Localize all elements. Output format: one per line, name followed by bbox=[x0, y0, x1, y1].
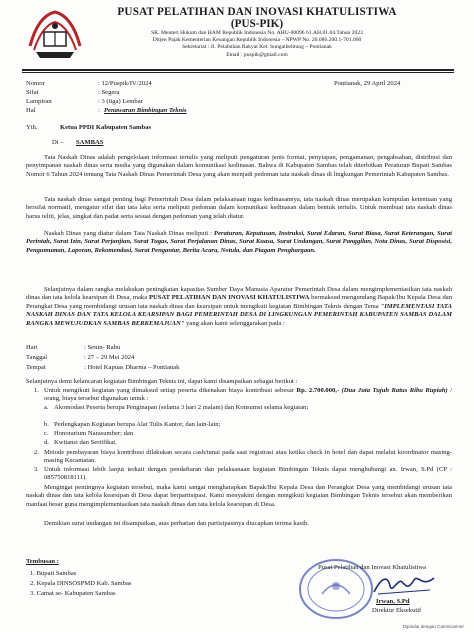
recipient-place: SAMBAS bbox=[76, 139, 104, 146]
sub-bullet-b: b. bbox=[44, 421, 49, 428]
closing-thanks: Demikian surat undangan ini disampaikan, atas perhatian dan partisipasinya diucapkan terima kasih. bbox=[44, 520, 309, 527]
tempat-value: : Hotel Kapuas Dharma – Pontianak bbox=[84, 364, 180, 371]
invitation-text-a: Selanjutnya dalam rangka melakukan peningkatan kapasitas Sumber Daya Manusia Aparatur Pemerintah Desa dalam mengimplementasikan tata naskah dinas dan tata kelola kearsipan di Desa, maka bbox=[26, 286, 452, 302]
fee-item-honorarium: Honorarium Narasumber; dan bbox=[54, 430, 134, 437]
fee-text-a: Untuk mengikuti kegiatan yang dimaksud setiap peserta dikenakan biaya kontribusi sebesar bbox=[44, 387, 297, 394]
recipient-name: Ketua PPDI Kabupaten Sambas bbox=[60, 124, 152, 131]
term-number-2: 2. bbox=[34, 449, 39, 456]
hari-value: : Senin- Rabu bbox=[84, 344, 121, 351]
email-address: Email : puspik@gmail.com bbox=[226, 51, 288, 58]
tempat-label: Tempat bbox=[26, 364, 46, 371]
term-contact: Untuk informasi lebih lanjut terkait dengan pendaftaran dan pelaksanaan kegiatan Bimbingan Teknis dapat menghubungi an. Irwan, S.Pd (CP : 085750818111). bbox=[44, 466, 452, 482]
sub-bullet-c: c. bbox=[44, 430, 49, 437]
letter-date: Pontianak, 29 April 2024 bbox=[334, 80, 401, 87]
fee-item-certificate: Kwitansi dan Sertifikat. bbox=[54, 439, 117, 446]
sifat-value: : Segera bbox=[98, 89, 120, 96]
invitation-organization: PUSAT PELATIHAN DAN INOVASI KHATULISTIWA bbox=[148, 294, 310, 302]
fee-amount: Rp. 2.700.000,- bbox=[296, 387, 340, 394]
document-types-intro: Naskah Dinas yang diatur dalam Tata Naskah Dinas meliputi : bbox=[44, 230, 215, 237]
hal-label: Hal bbox=[26, 107, 36, 114]
fee-item-accommodation: Akomodasi Peserta berupa Penginapan (selama 3 hari 2 malam) dan Konsumsi selama kegiatan; bbox=[54, 404, 309, 411]
term-fee bbox=[44, 387, 452, 404]
letterhead-rule bbox=[22, 69, 454, 71]
signature-organization: Pusat Pelatihan dan Inovasi Khatulistiwa bbox=[318, 564, 427, 571]
cc-item: 1. Bupati Sambas bbox=[30, 570, 77, 577]
subject: Penawaran Bimbingan Teknis bbox=[104, 107, 187, 114]
paragraph-importance: Tata naskah dinas sangat penting bagi Pemerintah Desa dalam pelaksanaan tugas kedinasannya, tata naskah dinas merupakan kumpulan ketentuan yang bersifat normatif, mengatur sifat dan tata laku serta meliputi pedoman dalam komunikasi kedinasan dalam bentuk tertulis. Untuk membuat tata naskah dinas harus teliti, jelas, singkat dan padat serta sesuai dengan pedoman yang telah diatur. bbox=[26, 196, 452, 220]
fee-text-b: / orang, biaya tersebut digunakan untuk : bbox=[44, 387, 452, 403]
term-number-3: 3. bbox=[34, 466, 39, 473]
fee-amount-words: (Dua Juta Tujuh Ratus Ribu Rupiah) bbox=[339, 387, 448, 394]
lampiran-label: Lampiran bbox=[26, 98, 52, 105]
signatory-name: Irwan, S.Pd bbox=[376, 598, 410, 605]
term-payment: Metode pembayaran biaya kontribusi dilakukan secara cash/tunai pada saat registrasi atau ketika check in hotel dan dapat melalui koordinator masing-masing Kecamatan. bbox=[44, 449, 452, 465]
training-theme: "IMPLEMENTASI TATA NASKAH DINAS DAN TATA KELOLA KEARSIPAN BAGI PEMERINTAH DESA DI LINGKUNGAN PEMERINTAH KABUPATEN SAMBAS DALAM RANGKA MEWUJUDKAN SAMBAS BERKEMAJUAN" bbox=[26, 302, 452, 327]
organization-abbreviation: (PUS-PIK) bbox=[230, 18, 284, 30]
di-label: Di – bbox=[52, 139, 64, 146]
legal-registration: SK. Menteri Hukum dan HAM Republik Indonesia No. AHU-00096 61.AH.01.04.Tahun 2023 bbox=[151, 30, 363, 36]
letterhead bbox=[92, 6, 422, 59]
paragraph-invitation bbox=[26, 286, 452, 328]
scanner-watermark: Dipindai dengan CamScanner bbox=[402, 624, 464, 629]
letterhead-rule-thin bbox=[22, 72, 454, 73]
signatory-title: Direktur Eksekutif bbox=[372, 607, 422, 614]
tax-registration: Ditjen Pajak Kementerian Keuangan Republik Indonesia – NPWP No. 20.086.200.1-701.000 bbox=[152, 37, 362, 44]
sub-bullet-a: a. bbox=[44, 404, 49, 411]
paragraph-definition: Tata Naskah Dinas adalah pengelolaan informasi tertulis yang meliputi pengaturan jenis format, penyiapan, pengamanan, pengabsahan, distribusi dan penyimpanan naskah dinas serta media yang digunakan dalam komunikasi kedinasan. Bahwa di Kabupaten Sambas telah diterbitkan Peraturan Bupati Sambas Nomor 6 Tahun 2024 tentang Tata Naskah Dinas Pemerintah Desa yang akan menjadi pedoman tata naskah dinas di lingkungan Pemerintah Kabupaten Sambas. bbox=[26, 154, 452, 178]
organization-name: PUSAT PELATIHAN DAN INOVASI KHATULISTIWA bbox=[117, 6, 397, 18]
closing-paragraph: Mengingat pentingnya kegiatan tersebut, maka kami sangat mengharapkan Bapak/Ibu Kepala Desa dan Perangkat Desa yang membidangi urusan tata naskah dinas dan tata kelola kearsipan di Desa dapat berpartisipasi. Kami menyakini dengan mengikuti kegiatan Bimbingan Teknis tersebut akan memberikan manfaat besar guna mengimplementasikan tata naskah dinas dan tata kelola kearsipan di Desa. bbox=[26, 484, 452, 508]
invitation-text-b: bermaksud mengundang Bapak/Ibu Kepala Desa dan Perangkat Desa yang membidangi urusan tata naskah dinas dan kearsipan untuk mengikuti kegiatan Bimbingan Teknis dengan Tema bbox=[26, 294, 452, 310]
terms-intro: Selanjutnya demi kelancaran kegiatan Bimbingan Teknis ini, dapat kami disampaikan sebagai berikut : bbox=[26, 378, 298, 385]
paragraph-document-types bbox=[26, 230, 452, 255]
nomor-value: : 12/Puspik/IV/2024 bbox=[98, 80, 152, 87]
lampiran-value: : 3 (tiga) Lembar bbox=[98, 98, 143, 105]
sub-bullet-d: d. bbox=[44, 439, 49, 446]
cc-item: 3. Camat se- Kabupaten Sambas bbox=[30, 590, 116, 597]
organization-logo-icon bbox=[26, 6, 84, 62]
document-types-list: Peraturan, Keputusan, Instruksi, Surat Edaran, Surat Biasa, Surat Keterangan, Surat Perintah, Surat Izin, Surat Perjanjian, Surat Tugas, Surat Perjalanan Dinas, Surat Kuasa, Surat Undangan, Surat Panggilan, Nota Dinas, Surat Disposisi, Pengumuman, Laporan, Rekomendasi, Surat Pengantar, Berita Acara, Notula, dan Piagam Penghargaan. bbox=[26, 230, 452, 254]
secretariat-address: Sekretariat : Jl. Pelabuhan Rakyat Kel. Sungaibelitung – Pontianak bbox=[182, 44, 332, 51]
yth-label: Yth. bbox=[26, 124, 38, 131]
term-number-1: 1. bbox=[34, 387, 39, 394]
tanggal-label: Tanggal bbox=[26, 354, 48, 361]
sifat-label: Sifat bbox=[26, 89, 39, 96]
hal-colon: : bbox=[98, 107, 100, 114]
invitation-text-c: yang akan kami selenggarakan pada : bbox=[184, 319, 285, 327]
hari-label: Hari bbox=[26, 344, 38, 351]
nomor-label: Nomor bbox=[26, 80, 45, 87]
fee-item-supplies: Perlengkapan Kegiatan berupa Alat Tulis Kantor, dan lain-lain; bbox=[54, 421, 221, 428]
cc-title: Tembusan : bbox=[26, 558, 59, 565]
tanggal-value: : 27 – 29 Mei 2024 bbox=[84, 354, 135, 361]
handwritten-signature-icon bbox=[372, 572, 436, 598]
cc-item: 2. Kepala DINSOSPMD Kab. Sambas bbox=[30, 580, 132, 587]
